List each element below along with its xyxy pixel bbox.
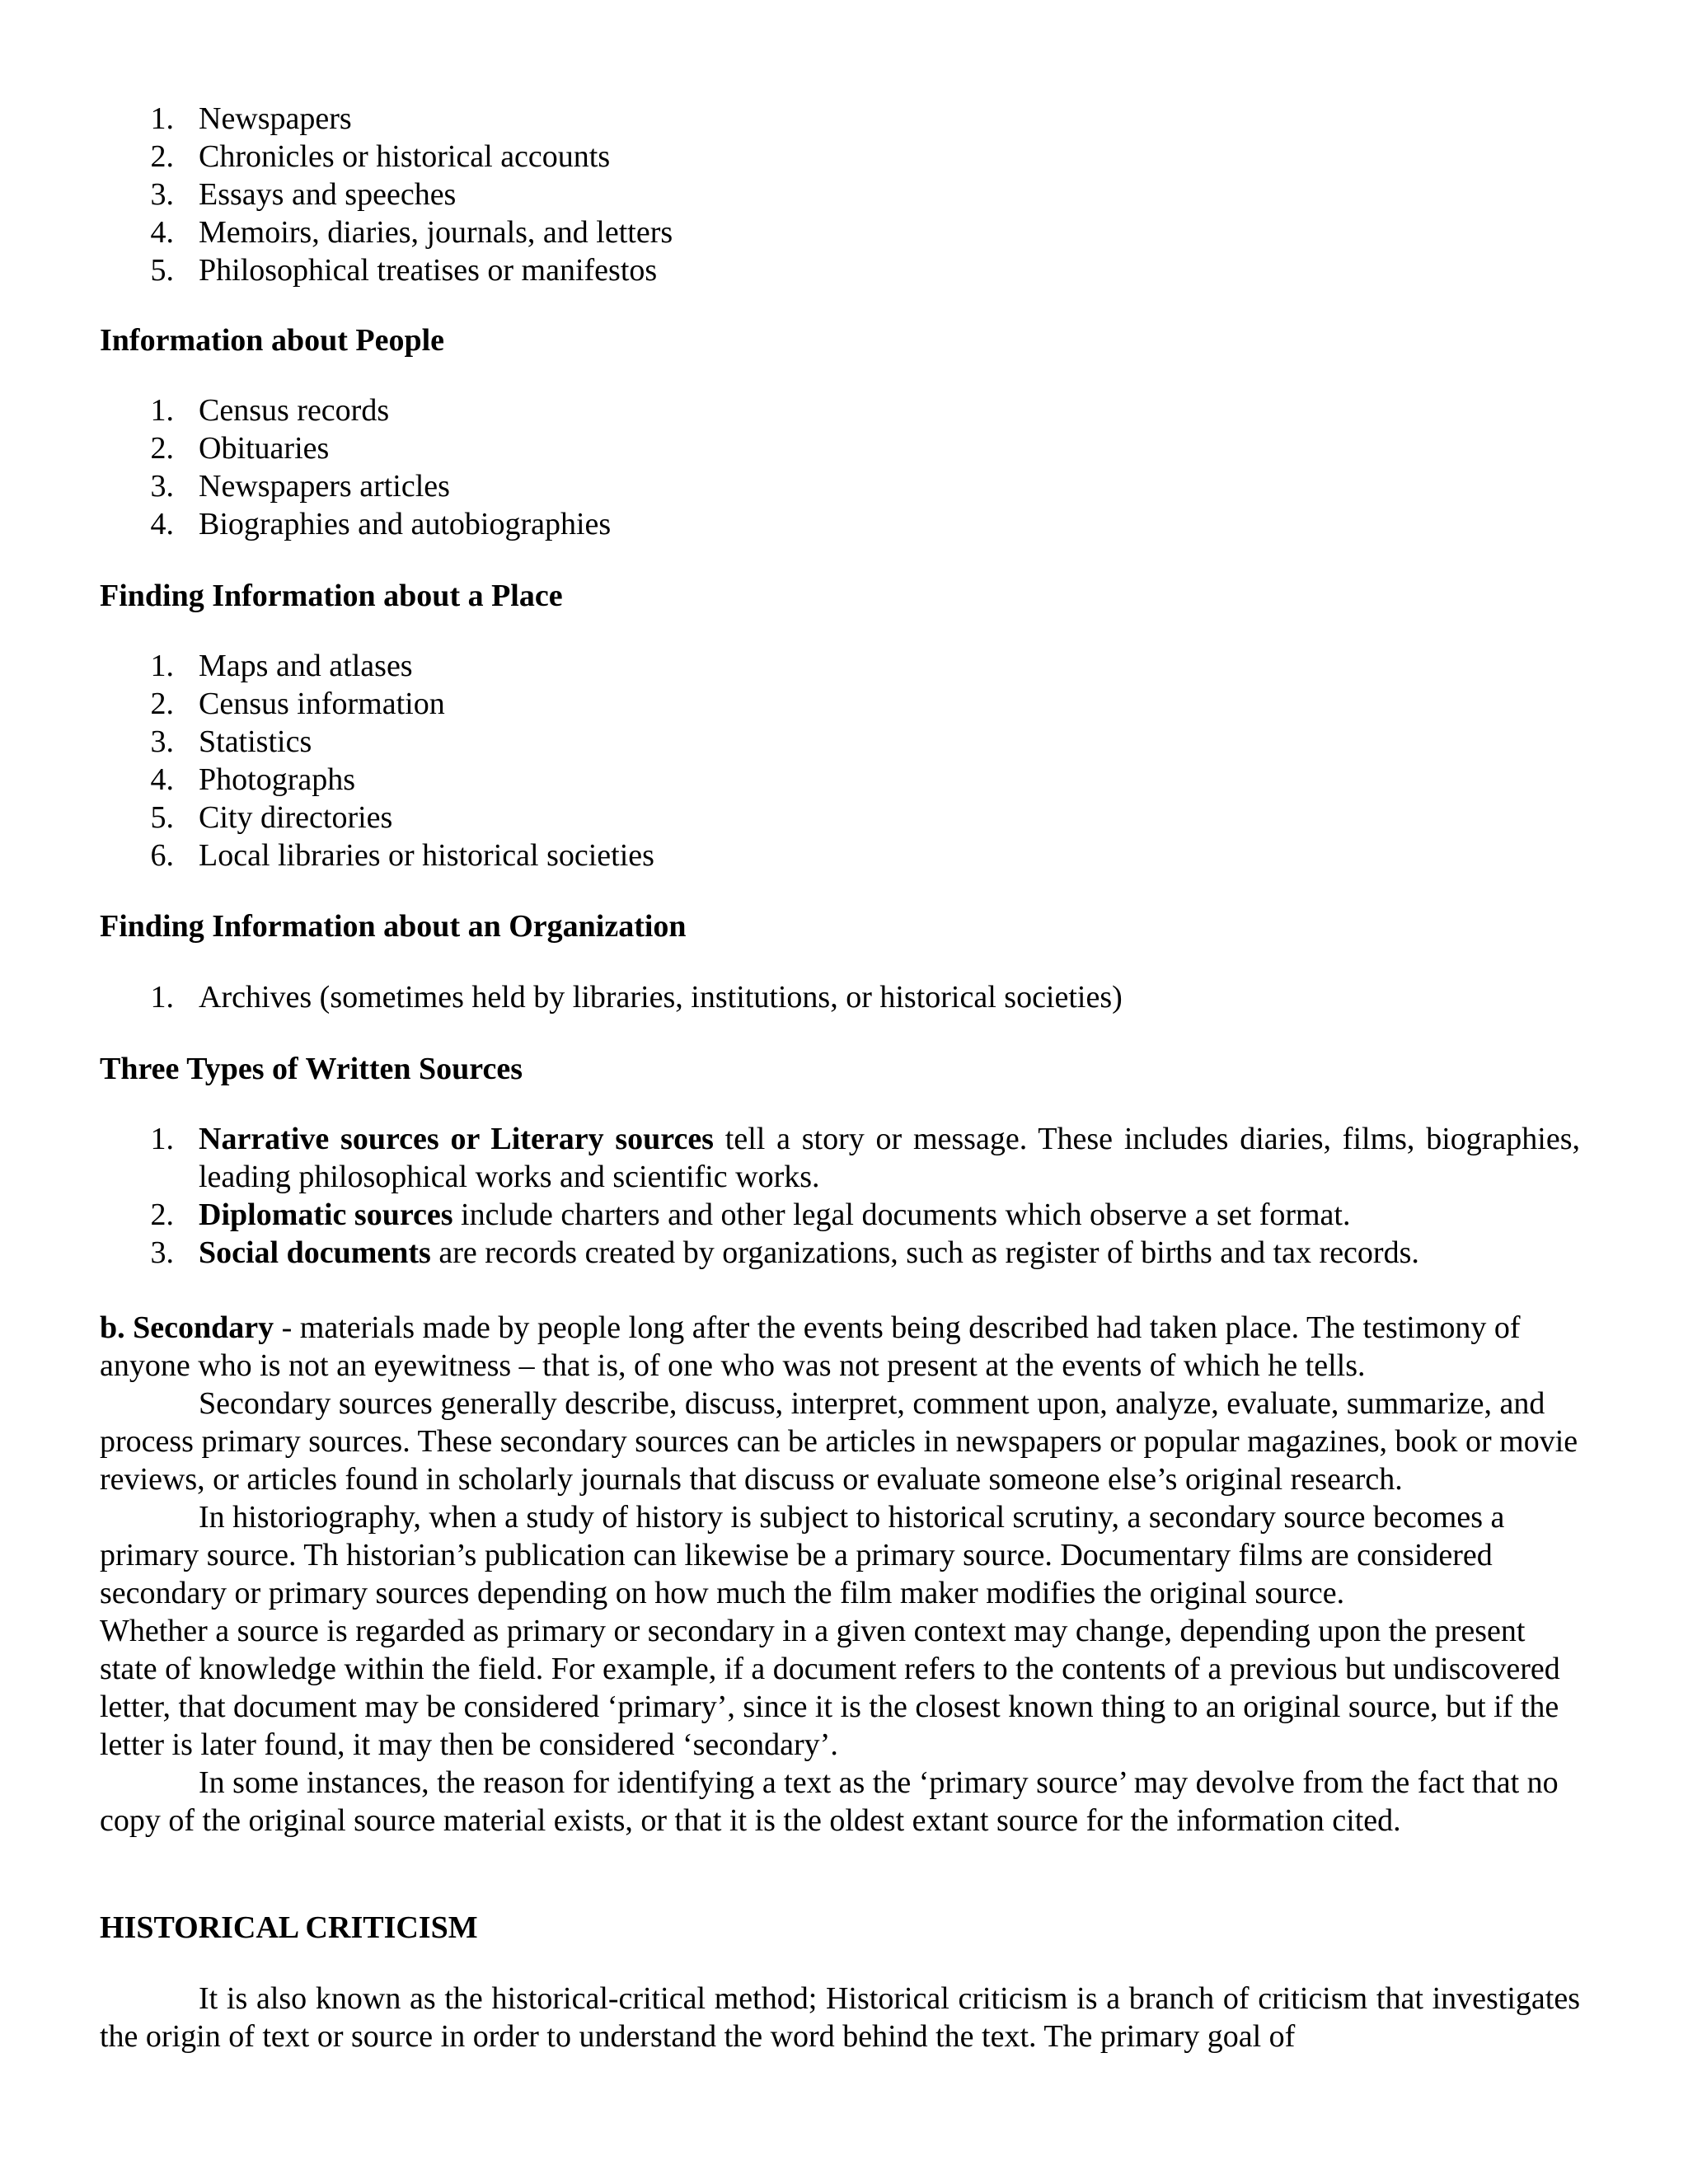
list-item: 2. Chronicles or historical accounts: [150, 139, 611, 174]
list-item: 1. Archives (sometimes held by libraries, institutions, or historical societies): [150, 980, 1123, 1015]
list-item: 1. Narrative sources or Literary sources tell a story or message. These includes diaries, films, biographies, leading philosophical works and scientific works.: [150, 1122, 1580, 1194]
secondary-paragraph: In historiography, when a study of history is subject to historical scrutiny, a secondary source becomes a primary source. Th historian’s publication can likewise be a primary source. Documentary films are considered secondary or primary sources depending on how much the film maker modifies the original source.: [100, 1500, 1505, 1610]
written-sources-list: [100, 1120, 1580, 1272]
list-item: 1. Census records: [150, 393, 390, 428]
list-item: 1. Maps and atlases: [150, 649, 413, 683]
organization-list: [100, 978, 1580, 1016]
heading-organization: Finding Information about an Organization: [100, 909, 687, 944]
list-item: 5. Philosophical treatises or manifestos: [150, 253, 658, 288]
list-item: 6. Local libraries or historical societies: [150, 838, 654, 873]
list-item: 2. Obituaries: [150, 431, 330, 466]
secondary-section: [100, 1309, 1580, 1840]
secondary-intro: b. Secondary - materials made by people long after the events being described had taken place. The testimony of anyone who is not an eyewitness – that is, of one who was not present at the events of which he tells.: [100, 1310, 1521, 1383]
place-list: [100, 647, 1580, 874]
list-item: 2. Diplomatic sources include charters and other legal documents which observe a set format.: [150, 1197, 1351, 1232]
list-item: 3. Newspapers articles: [150, 469, 450, 504]
list-item: 1. Newspapers: [150, 101, 352, 136]
list-item: 4. Memoirs, diaries, journals, and letters: [150, 215, 673, 250]
secondary-paragraph: In some instances, the reason for identifying a text as the ‘primary source’ may devolve from the fact that no copy of the original source material exists, or that it is the oldest extant source for the information cited.: [100, 1765, 1559, 1838]
list-item: 5. City directories: [150, 800, 393, 835]
heading-people: Information about People: [100, 323, 444, 358]
heading-written-sources: Three Types of Written Sources: [100, 1052, 523, 1086]
secondary-paragraph: Secondary sources generally describe, discuss, interpret, comment upon, analyze, evaluate, summarize, and process primary sources. These secondary sources can be articles in newspapers or popular magazines, book or movie reviews, or articles found in scholarly journals that discuss or evaluate someone else’s original research.: [100, 1386, 1578, 1497]
list-item: 3. Social documents are records created by organizations, such as register of births and tax records.: [150, 1235, 1419, 1270]
heading-place: Finding Information about a Place: [100, 579, 563, 613]
criticism-paragraph: It is also known as the historical-critical method; Historical criticism is a branch of criticism that investigates the origin of text or source in order to understand the word behind the text. The primary goal of: [100, 1981, 1580, 2054]
people-list: [100, 391, 1580, 543]
list-item: 4. Biographies and autobiographies: [150, 507, 612, 541]
list-item: 3. Statistics: [150, 724, 312, 759]
list-item: 3. Essays and speeches: [150, 177, 457, 212]
intro-list: [100, 100, 1580, 289]
secondary-paragraph: Whether a source is regarded as primary or secondary in a given context may change, depending upon the present state of knowledge within the field. For example, if a document refers to the contents of a previous but undiscovered letter, that document may be considered ‘primary’, since it is the closest known thing to an original source, but if the letter is later found, it may then be considered ‘secondary’.: [100, 1614, 1560, 1762]
heading-historical-criticism: HISTORICAL CRITICISM: [100, 1910, 478, 1945]
list-item: 4. Photographs: [150, 762, 355, 797]
list-item: 2. Census information: [150, 687, 445, 721]
